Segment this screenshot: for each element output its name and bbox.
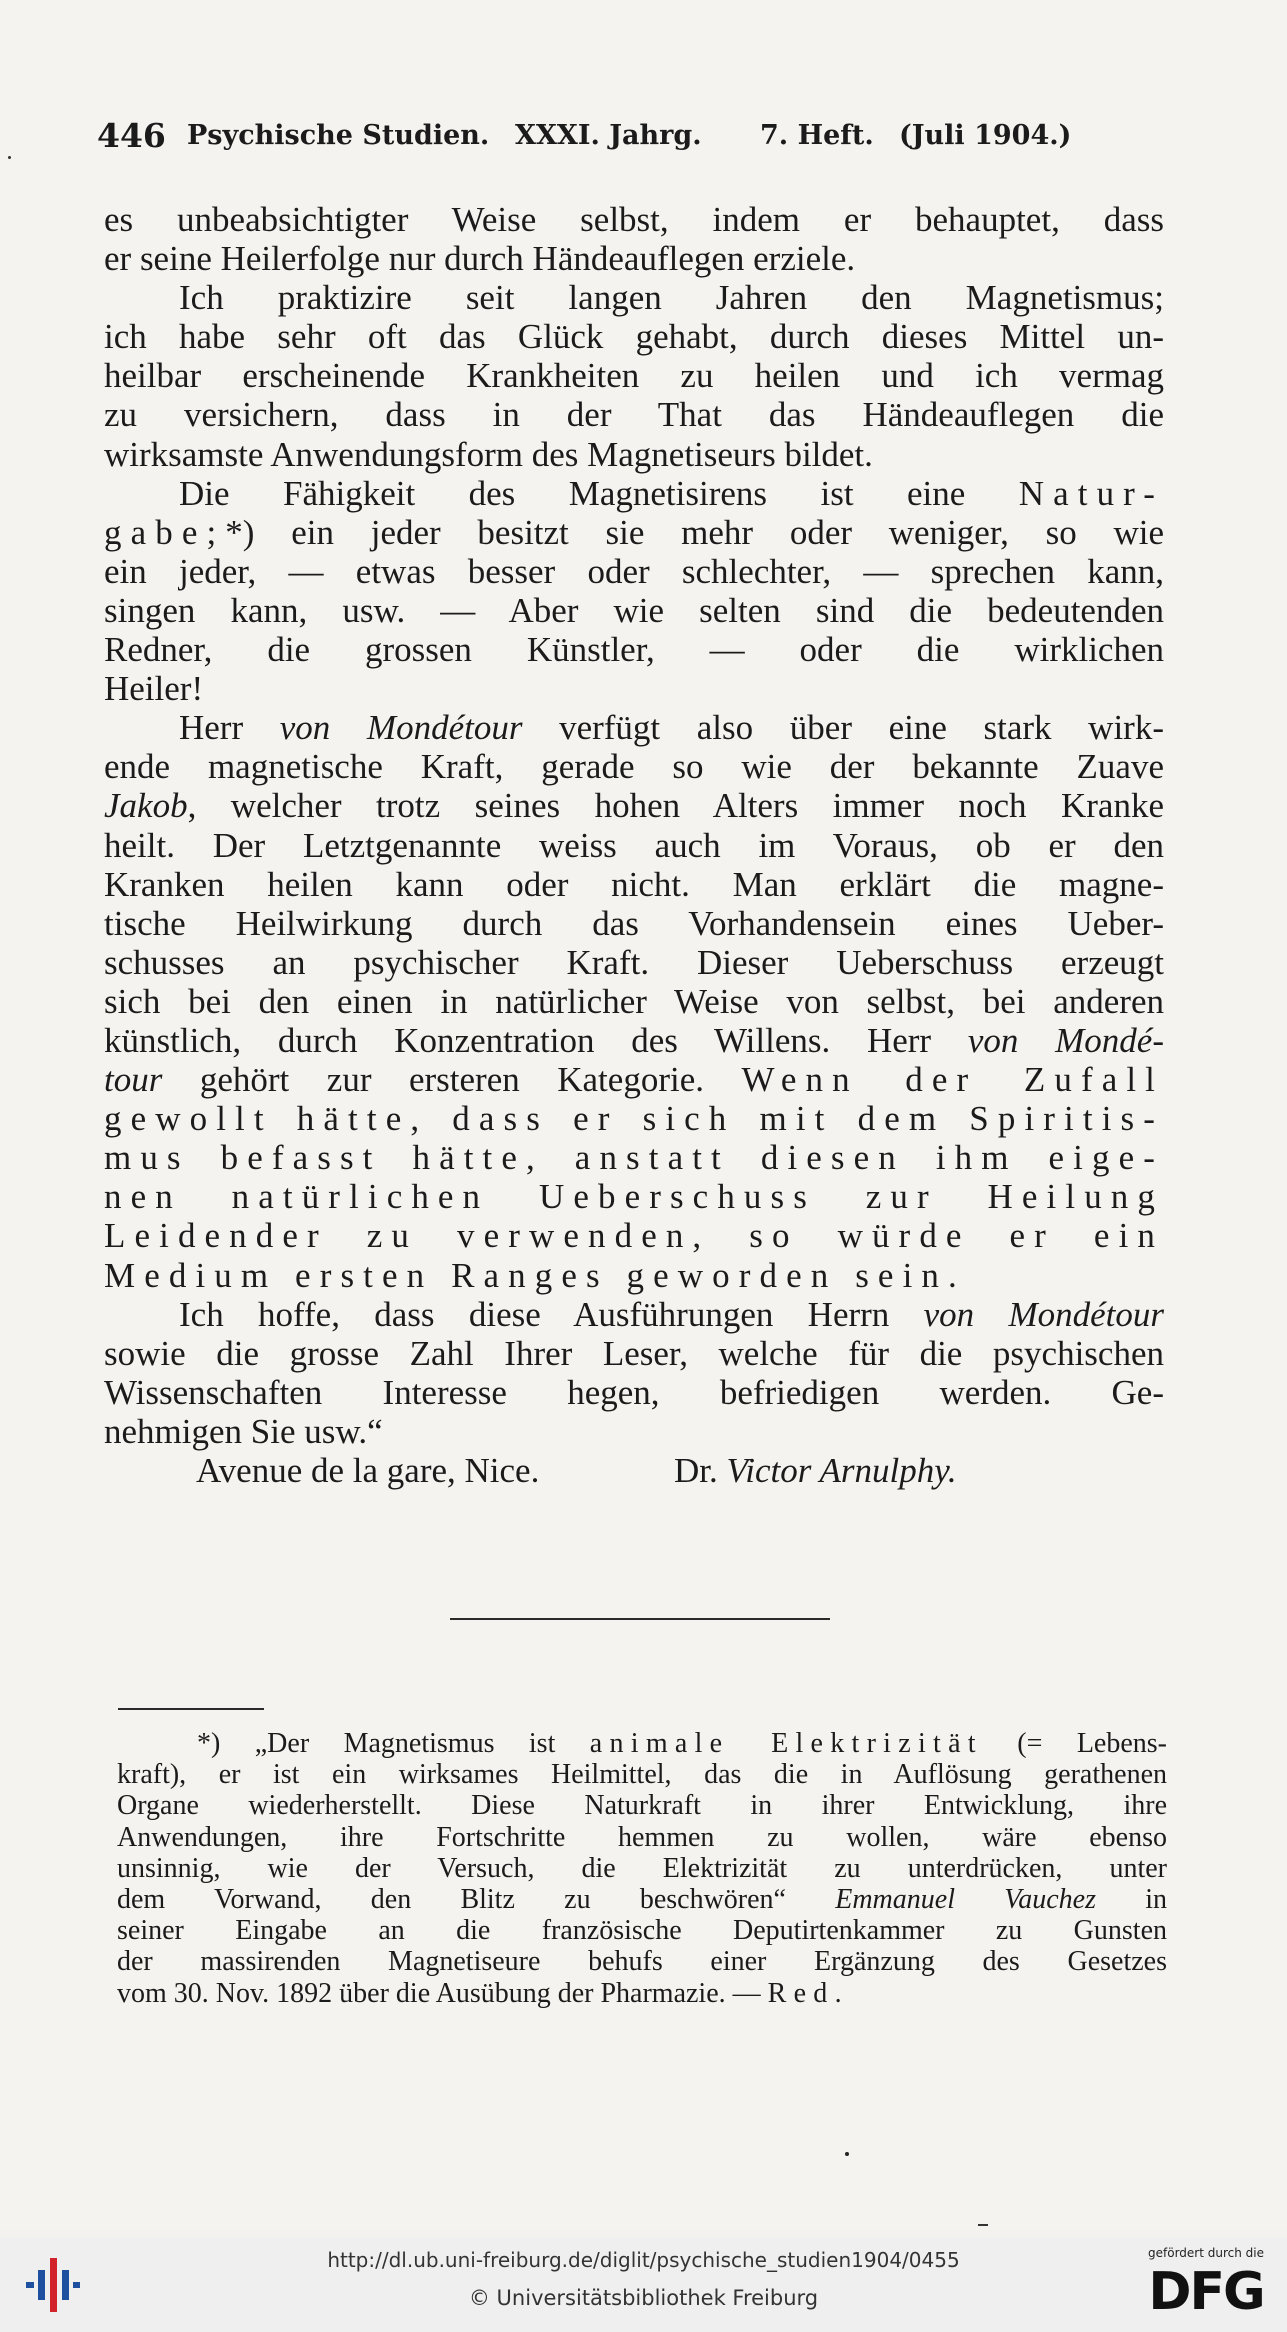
signature-place: Avenue de la gare, Nice.: [196, 1451, 540, 1490]
text-line: [104, 786, 1164, 825]
footnote-line: kraft), er ist ein wirksames Heilmittel, das die in Auflösung gerathenen: [117, 1759, 1167, 1791]
footnote-line: seiner Eingabe an die französische Deputirtenkammer zu Gunsten: [117, 1915, 1167, 1947]
text-line: Heiler!: [104, 669, 204, 709]
text-line: wirksamste Anwendungsform des Magnetiseurs bildet.: [104, 434, 873, 474]
text-line: zu versichern, dass in der That das Händeauflegen die: [104, 395, 1164, 435]
person-name: von Mondétour: [279, 708, 523, 748]
text-line: nen natürlichen Ueberschuss zur Heilung: [104, 1177, 1164, 1217]
footnote-line: unsinnig, wie der Versuch, die Elektrizität zu unterdrücken, unter: [117, 1852, 1167, 1884]
funding-caption: gefördert durch die: [1148, 2246, 1264, 2260]
author-name: Victor Arnulphy.: [726, 1451, 957, 1490]
digitization-footer: [0, 2238, 1287, 2332]
footnote-line: [117, 1728, 1167, 1759]
text-line: mus befasst hätte, anstatt diesen ihm eige-: [104, 1138, 1164, 1178]
text-run: Die Fähigkeit des Magnetisirens ist eine: [179, 473, 1019, 513]
dfg-logo: DFG: [1148, 2262, 1264, 2322]
person-name: Jakob: [104, 786, 188, 826]
spaced-emphasis: Wenn der Zufall: [741, 1060, 1164, 1100]
text-line: tische Heilwirkung durch das Vorhandensein eines Ueber-: [104, 903, 1164, 943]
text-line: ende magnetische Kraft, gerade so wie der bekannte Zuave: [104, 747, 1164, 787]
text-run: , welcher trotz seines hohen Alters immer noch Kranke: [187, 786, 1164, 826]
spaced-emphasis: gabe;: [104, 512, 226, 552]
text-line: nehmigen Sie usw.“: [104, 1411, 383, 1451]
text-run: verfügt also über eine stark wirk-: [522, 708, 1164, 748]
text-line: schusses an psychischer Kraft. Dieser Ueberschuss erzeugt: [104, 942, 1164, 982]
text-line: [104, 708, 1164, 747]
text-run: (= Lebens-: [982, 1728, 1168, 1759]
text-line: Wissenschaften Interesse hegen, befriedigen werden. Ge-: [104, 1372, 1164, 1412]
text-run: vom 30. Nov. 1892 über die Ausübung der Pharmazie. —: [117, 1977, 768, 2009]
text-run: gehört zur ersteren Kategorie.: [162, 1060, 742, 1100]
text-line: es unbeabsichtigter Weise selbst, indem er behauptet, dass: [104, 200, 1164, 239]
text-run: Herr: [179, 708, 280, 748]
text-line: Medium ersten Ranges geworden sein.: [104, 1255, 966, 1295]
footnote-line: [117, 1978, 1167, 2009]
text-line: er seine Heilerfolge nur durch Händeauflegen erziele.: [104, 239, 856, 279]
spaced-emphasis: Red.: [767, 1977, 849, 2009]
text-line: Ich praktizire seit langen Jahren den Magnetismus;: [179, 278, 1164, 318]
signature-line: [104, 1451, 1164, 1490]
journal-title: Psychische Studien.: [187, 120, 490, 151]
author-title: Dr.: [674, 1451, 727, 1490]
footnote-rule: [118, 1708, 264, 1710]
stray-mark: [8, 156, 11, 159]
copyright-notice: © Universitätsbibliothek Freiburg: [468, 2286, 819, 2310]
volume: XXXI. Jahrg.: [515, 120, 702, 151]
spaced-emphasis: Natur-: [1018, 473, 1164, 513]
stray-mark: [845, 2152, 849, 2156]
text-line: [104, 1295, 1164, 1334]
text-line: heilt. Der Letztgenannte weiss auch im Voraus, ob er den: [104, 825, 1164, 865]
text-line: ein jeder, — etwas besser oder schlechter, — sprechen kann,: [104, 551, 1164, 591]
person-name: von Mondé-: [967, 1020, 1164, 1060]
text-line: heilbar erscheinende Krankheiten zu heilen und ich vermag: [104, 356, 1164, 396]
text-run: Ich hoffe, dass diese Ausführungen Herrn: [179, 1294, 924, 1334]
text-run: künstlich, durch Konzentration des Willens. Herr: [104, 1020, 968, 1060]
footnote-line: [117, 1884, 1167, 1915]
text-line: [104, 513, 1164, 552]
footnote-line: der massirenden Magnetiseure behufs einer Ergänzung des Gesetzes: [117, 1946, 1167, 1978]
text-line: sich bei den einen in natürlicher Weise von selbst, bei anderen: [104, 981, 1164, 1021]
text-line: ich habe sehr oft das Glück gehabt, durch dieses Mittel un-: [104, 317, 1164, 357]
text-line: Redner, die grossen Künstler, — oder die wirklichen: [104, 630, 1164, 670]
footnote-line: Anwendungen, ihre Fortschritte hemmen zu wollen, wäre ebenso: [117, 1821, 1167, 1853]
text-line: [104, 474, 1164, 513]
text-line: gewollt hätte, dass er sich mit dem Spiritis-: [104, 1099, 1164, 1139]
person-name: tour: [104, 1060, 163, 1100]
text-run: dem Vorwand, den Blitz zu beschwören“: [117, 1883, 836, 1915]
article-body: [104, 200, 1164, 1490]
issue-date: (Juli 1904.): [899, 120, 1072, 151]
section-divider: [450, 1618, 830, 1620]
text-line: Kranken heilen kann oder nicht. Man erklärt die magne-: [104, 864, 1164, 904]
permalink[interactable]: http://dl.ub.uni-freiburg.de/diglit/psychische_studien1904/0455: [327, 2248, 960, 2272]
text-line: [104, 1060, 1164, 1099]
page-number: 446: [97, 116, 166, 155]
signature-author: [674, 1451, 957, 1490]
text-line: [104, 1021, 1164, 1060]
spaced-emphasis: animale Elektrizität: [589, 1728, 983, 1759]
person-name: von Mondétour: [923, 1294, 1164, 1334]
footnote: [117, 1728, 1167, 2009]
running-header: [97, 116, 1167, 168]
stray-mark: [978, 2224, 988, 2226]
text-run: *) „Der Magnetismus ist: [197, 1728, 590, 1759]
issue: 7. Heft.: [760, 120, 874, 151]
text-line: singen kann, usw. — Aber wie selten sind die bedeutenden: [104, 590, 1164, 630]
text-run: in: [1095, 1883, 1167, 1915]
person-name: Emmanuel Vauchez: [835, 1883, 1096, 1915]
text-run: *) ein jeder besitzt sie mehr oder weniger, so wie: [225, 512, 1164, 552]
text-line: Leidender zu verwenden, so würde er ein: [104, 1216, 1164, 1256]
footnote-line: Organe wiederherstellt. Diese Naturkraft in ihrer Entwicklung, ihre: [117, 1790, 1167, 1822]
text-line: sowie die grosse Zahl Ihrer Leser, welche für die psychischen: [104, 1333, 1164, 1373]
